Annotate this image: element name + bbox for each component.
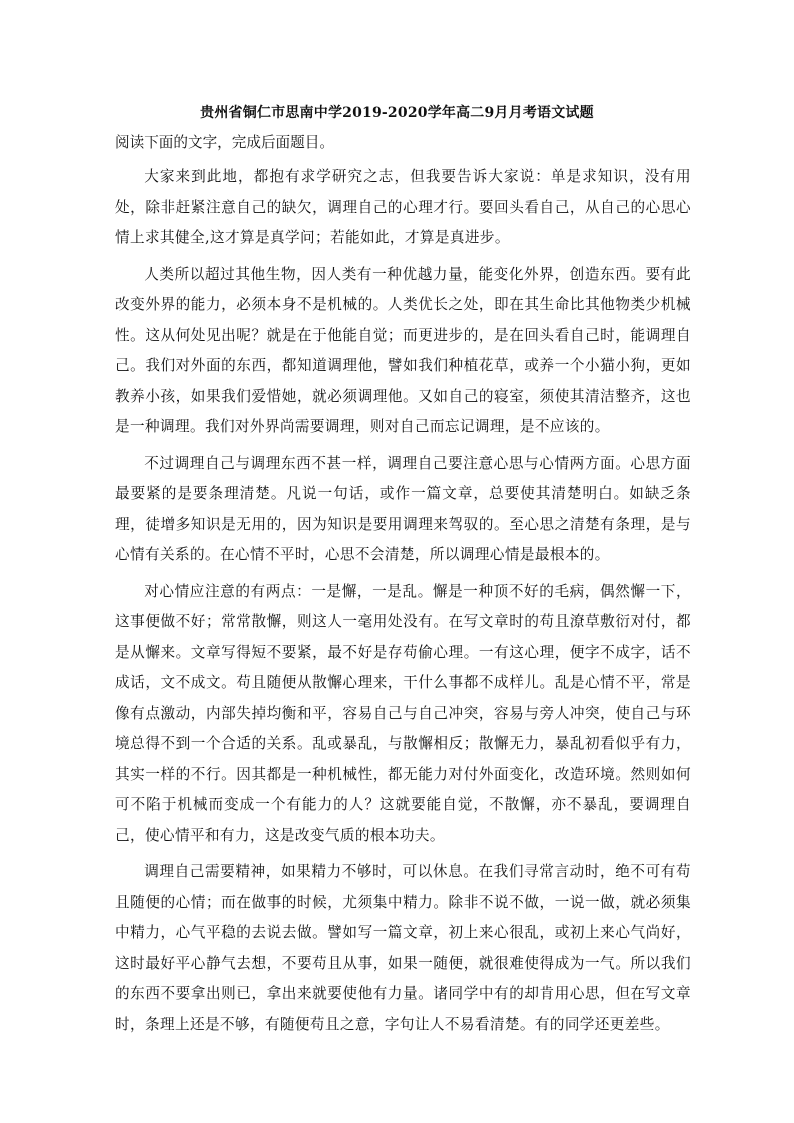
passage-paragraph: 调理自己需要精神，如果精力不够时，可以休息。在我们寻常言动时，绝不可有苟且随便的心情；而在做事的时候，尤须集中精力。除非不说不做，一说一做，就必须集中精力，心气平稳的去说去做。譬如写一篇文章，初上来心很乱，或初上来心气尚好，这时最好平心静气去想，不要苟且从事，如果一随便，就很难使得成为一气。所以我们的东西不要拿出则已，拿出来就要使他有力量。诸同学中有的却肯用心思，但在写文章时，条理上还是不够，有随便苟且之意，字句让人不易看清楚。有的同学还更差些。 <box>115 863 691 1033</box>
reading-instruction: 阅读下面的文字，完成后面题目。 <box>115 134 334 151</box>
document-title: 贵州省铜仁市思南中学2019-2020学年高二9月月考语文试题 <box>200 105 594 121</box>
passage-paragraph: 人类所以超过其他生物，因人类有一种优越力量，能变化外界，创造东西。要有此改变外界的能力，必须本身不是机械的。人类优长之处，即在其生命比其他物类少机械性。这从何处见出呢？就是在于他能自觉；而更进步的，是在回头看自己时，能调理自己。我们对外面的东西，都知道调理他，譬如我们种植花草，或养一个小猫小狗，更如教养小孩，如果我们爱惜她，就必须调理他。又如自己的寝室，须使其清洁整齐，这也是一种调理。我们对外界尚需要调理，则对自己而忘记调理，是不应该的。 <box>115 265 691 435</box>
passage-body <box>115 162 691 1040</box>
passage-paragraph: 不过调理自己与调理东西不甚一样，调理自己要注意心思与心情两方面。心思方面最要紧的是要条理清楚。凡说一句话，或作一篇文章，总要使其清楚明白。如缺乏条理，徒增多知识是无用的，因为知识是要用调理来驾驭的。至心思之清楚有条理，是与心情有关系的。在心情不平时，心思不会清楚，所以调理心情是最根本的。 <box>115 454 691 563</box>
passage-paragraph: 对心情应注意的有两点：一是懈，一是乱。懈是一种顶不好的毛病，偶然懈一下，这事便做不好；常常散懈，则这人一毫用处没有。在写文章时的苟且潦草敷衍对付，都是从懈来。文章写得短不要紧，最不好是存苟偷心理。一有这心理，便字不成字，话不成话，文不成文。苟且随便从散懈心理来，干什么事都不成样儿。乱是心情不平，常是像有点激动，内部失掉均衡和平，容易自己与自己冲突，容易与旁人冲突，使自己与环境总得不到一个合适的关系。乱或暴乱，与散懈相反；散懈无力，暴乱初看似乎有力，其实一样的不行。因其都是一种机械性，都无能力对付外面变化，改造环境。然则如何可不陷于机械而变成一个有能力的人？这就要能自觉，不散懈，亦不暴乱，要调理自己，使心情平和有力，这是改变气质的根本功夫。 <box>115 582 691 844</box>
passage-paragraph: 大家来到此地，都抱有求学研究之志，但我要告诉大家说：单是求知识，没有用处，除非赶紧注意自己的缺欠，调理自己的心理才行。要回头看自己，从自己的心思心情上求其健全,这才算是真学问；若能如此，才算是真进步。 <box>115 168 691 246</box>
